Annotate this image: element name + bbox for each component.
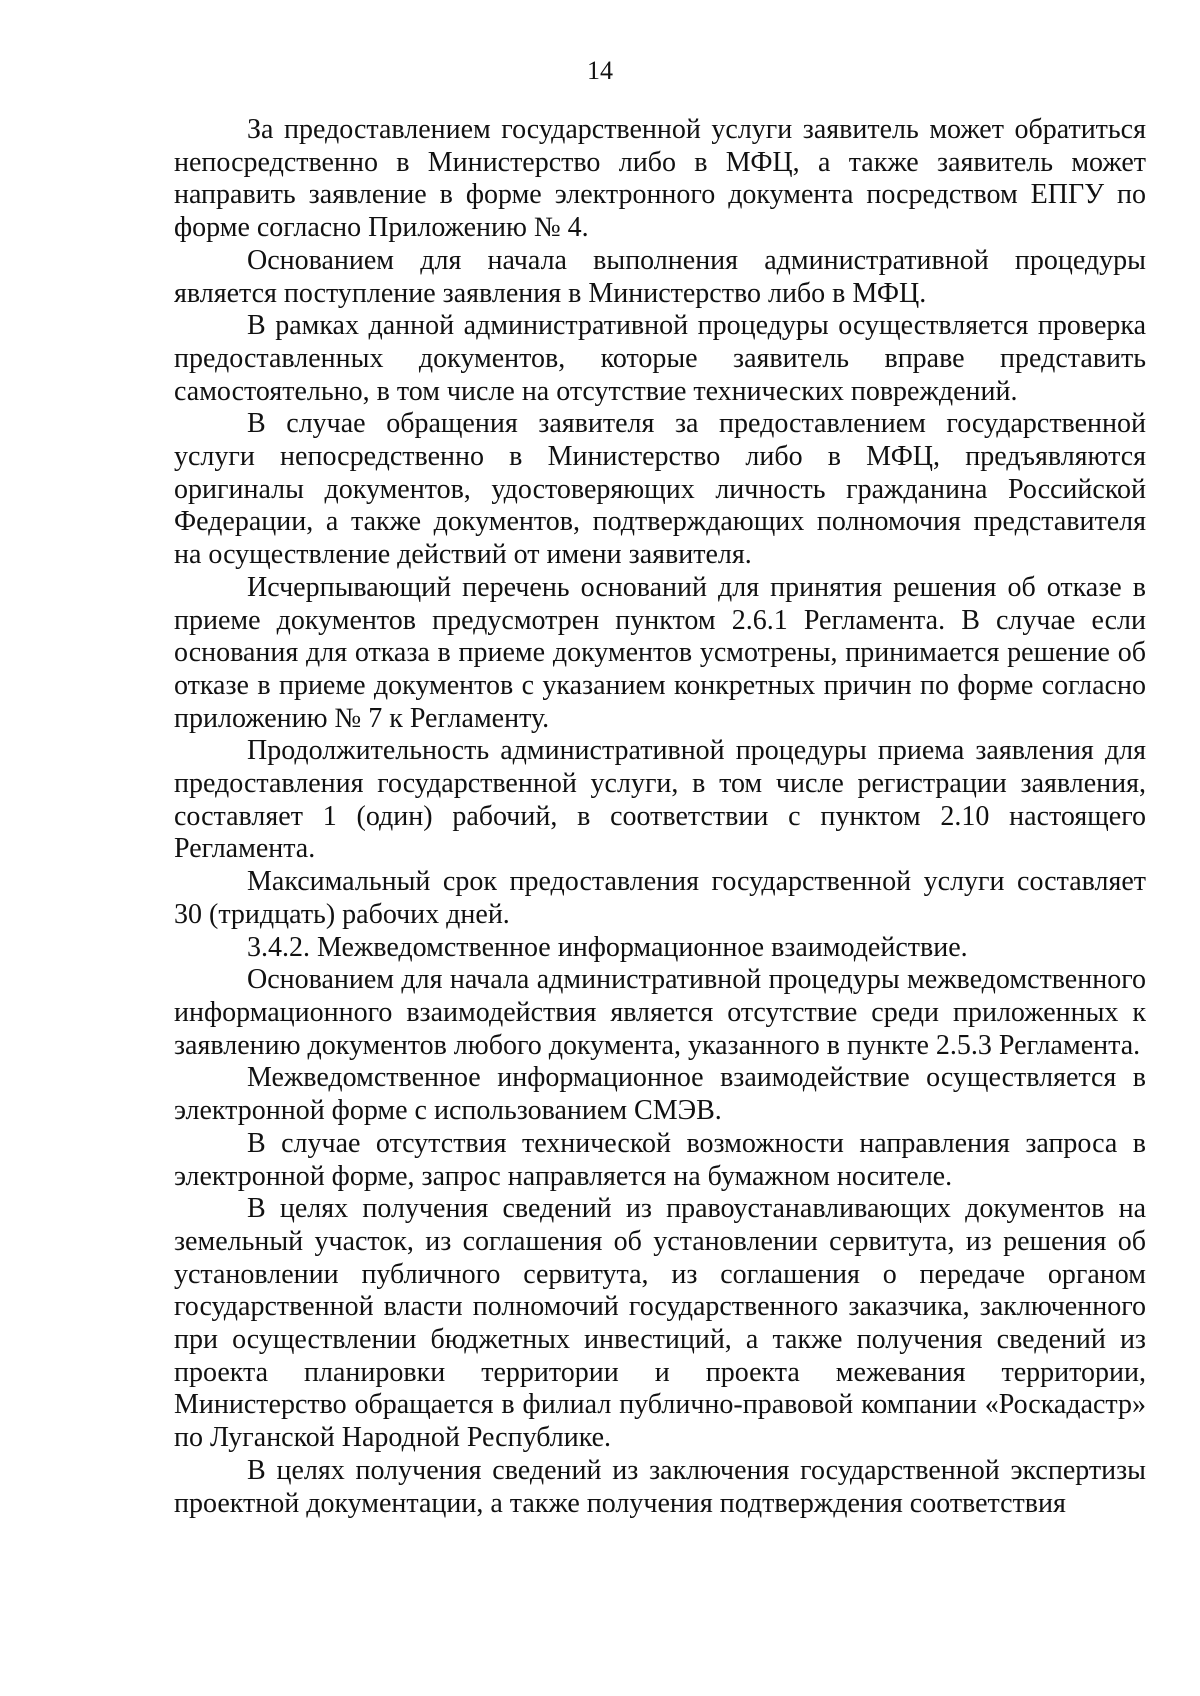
paragraph: Межведомственное информационное взаимодействие осуществляется в электронной форме с использованием СМЭВ. bbox=[174, 1062, 1146, 1127]
paragraph: Максимальный срок предоставления государственной услуги составляет 30 (тридцать) рабочих дней. bbox=[174, 866, 1146, 930]
paragraph: В случае отсутствия технической возможности направления запроса в электронной форме, запрос направляется на бумажном носителе. bbox=[174, 1127, 1146, 1192]
paragraph: Продолжительность административной процедуры приема заявления для предоставления государственной услуги, в том числе регистрации заявления, составляет 1 (один) рабочий, в соответствии с пунктом 2.10 настоящего Регламента. bbox=[174, 735, 1146, 865]
paragraph: В целях получения сведений из заключения государственной экспертизы проектной документации, а также получения подтверждения соответствия bbox=[174, 1454, 1146, 1519]
paragraph: За предоставлением государственной услуги заявитель может обратиться непосредственно в Министерство либо в МФЦ, а также заявитель может направить заявление в форме электронного документа посредством ЕПГУ по форме согласно Приложению № 4. bbox=[174, 114, 1146, 244]
paragraph: В случае обращения заявителя за предоставлением государственной услуги непосредственно в Министерство либо в МФЦ, предъявляются оригиналы документов, удостоверяющих личность гражданина Российской Федерации, а также документов, подтверждающих полномочия представителя на осуществление действий от имени заявителя. bbox=[174, 408, 1146, 571]
page-number: 14 bbox=[587, 56, 613, 85]
paragraph: Основанием для начала административной процедуры межведомственного информационного взаимодействия является отсутствие среди приложенных к заявлению документов любого документа, указанного в пункте 2.5.3 Регламента. bbox=[174, 964, 1146, 1061]
section-heading: 3.4.2. Межведомственное информационное взаимодействие. bbox=[247, 931, 968, 963]
document-body bbox=[174, 114, 1146, 1520]
paragraph: В рамках данной административной процедуры осуществляется проверка предоставленных документов, которые заявитель вправе представить самостоятельно, в том числе на отсутствие технических повреждений. bbox=[174, 310, 1146, 407]
paragraph: В целях получения сведений из правоустанавливающих документов на земельный участок, из соглашения об установлении сервитута, из решения об установлении публичного сервитута, из соглашения о передаче органом государственной власти полномочий государственного заказчика, заключенного при осуществлении бюджетных инвестиций, а также получения сведений из проекта планировки территории и проекта межевания территории, Министерство обращается в филиал публично-правовой компании «Роскадастр» по Луганской Народной Республике. bbox=[174, 1193, 1146, 1454]
paragraph: Основанием для начала выполнения административной процедуры является поступление заявления в Министерство либо в МФЦ. bbox=[174, 244, 1146, 309]
paragraph: Исчерпывающий перечень оснований для принятия решения об отказе в приеме документов предусмотрен пунктом 2.6.1 Регламента. В случае если основания для отказа в приеме документов усмотрены, принимается решение об отказе в приеме документов с указанием конкретных причин по форме согласно приложению № 7 к Регламенту. bbox=[174, 571, 1146, 734]
